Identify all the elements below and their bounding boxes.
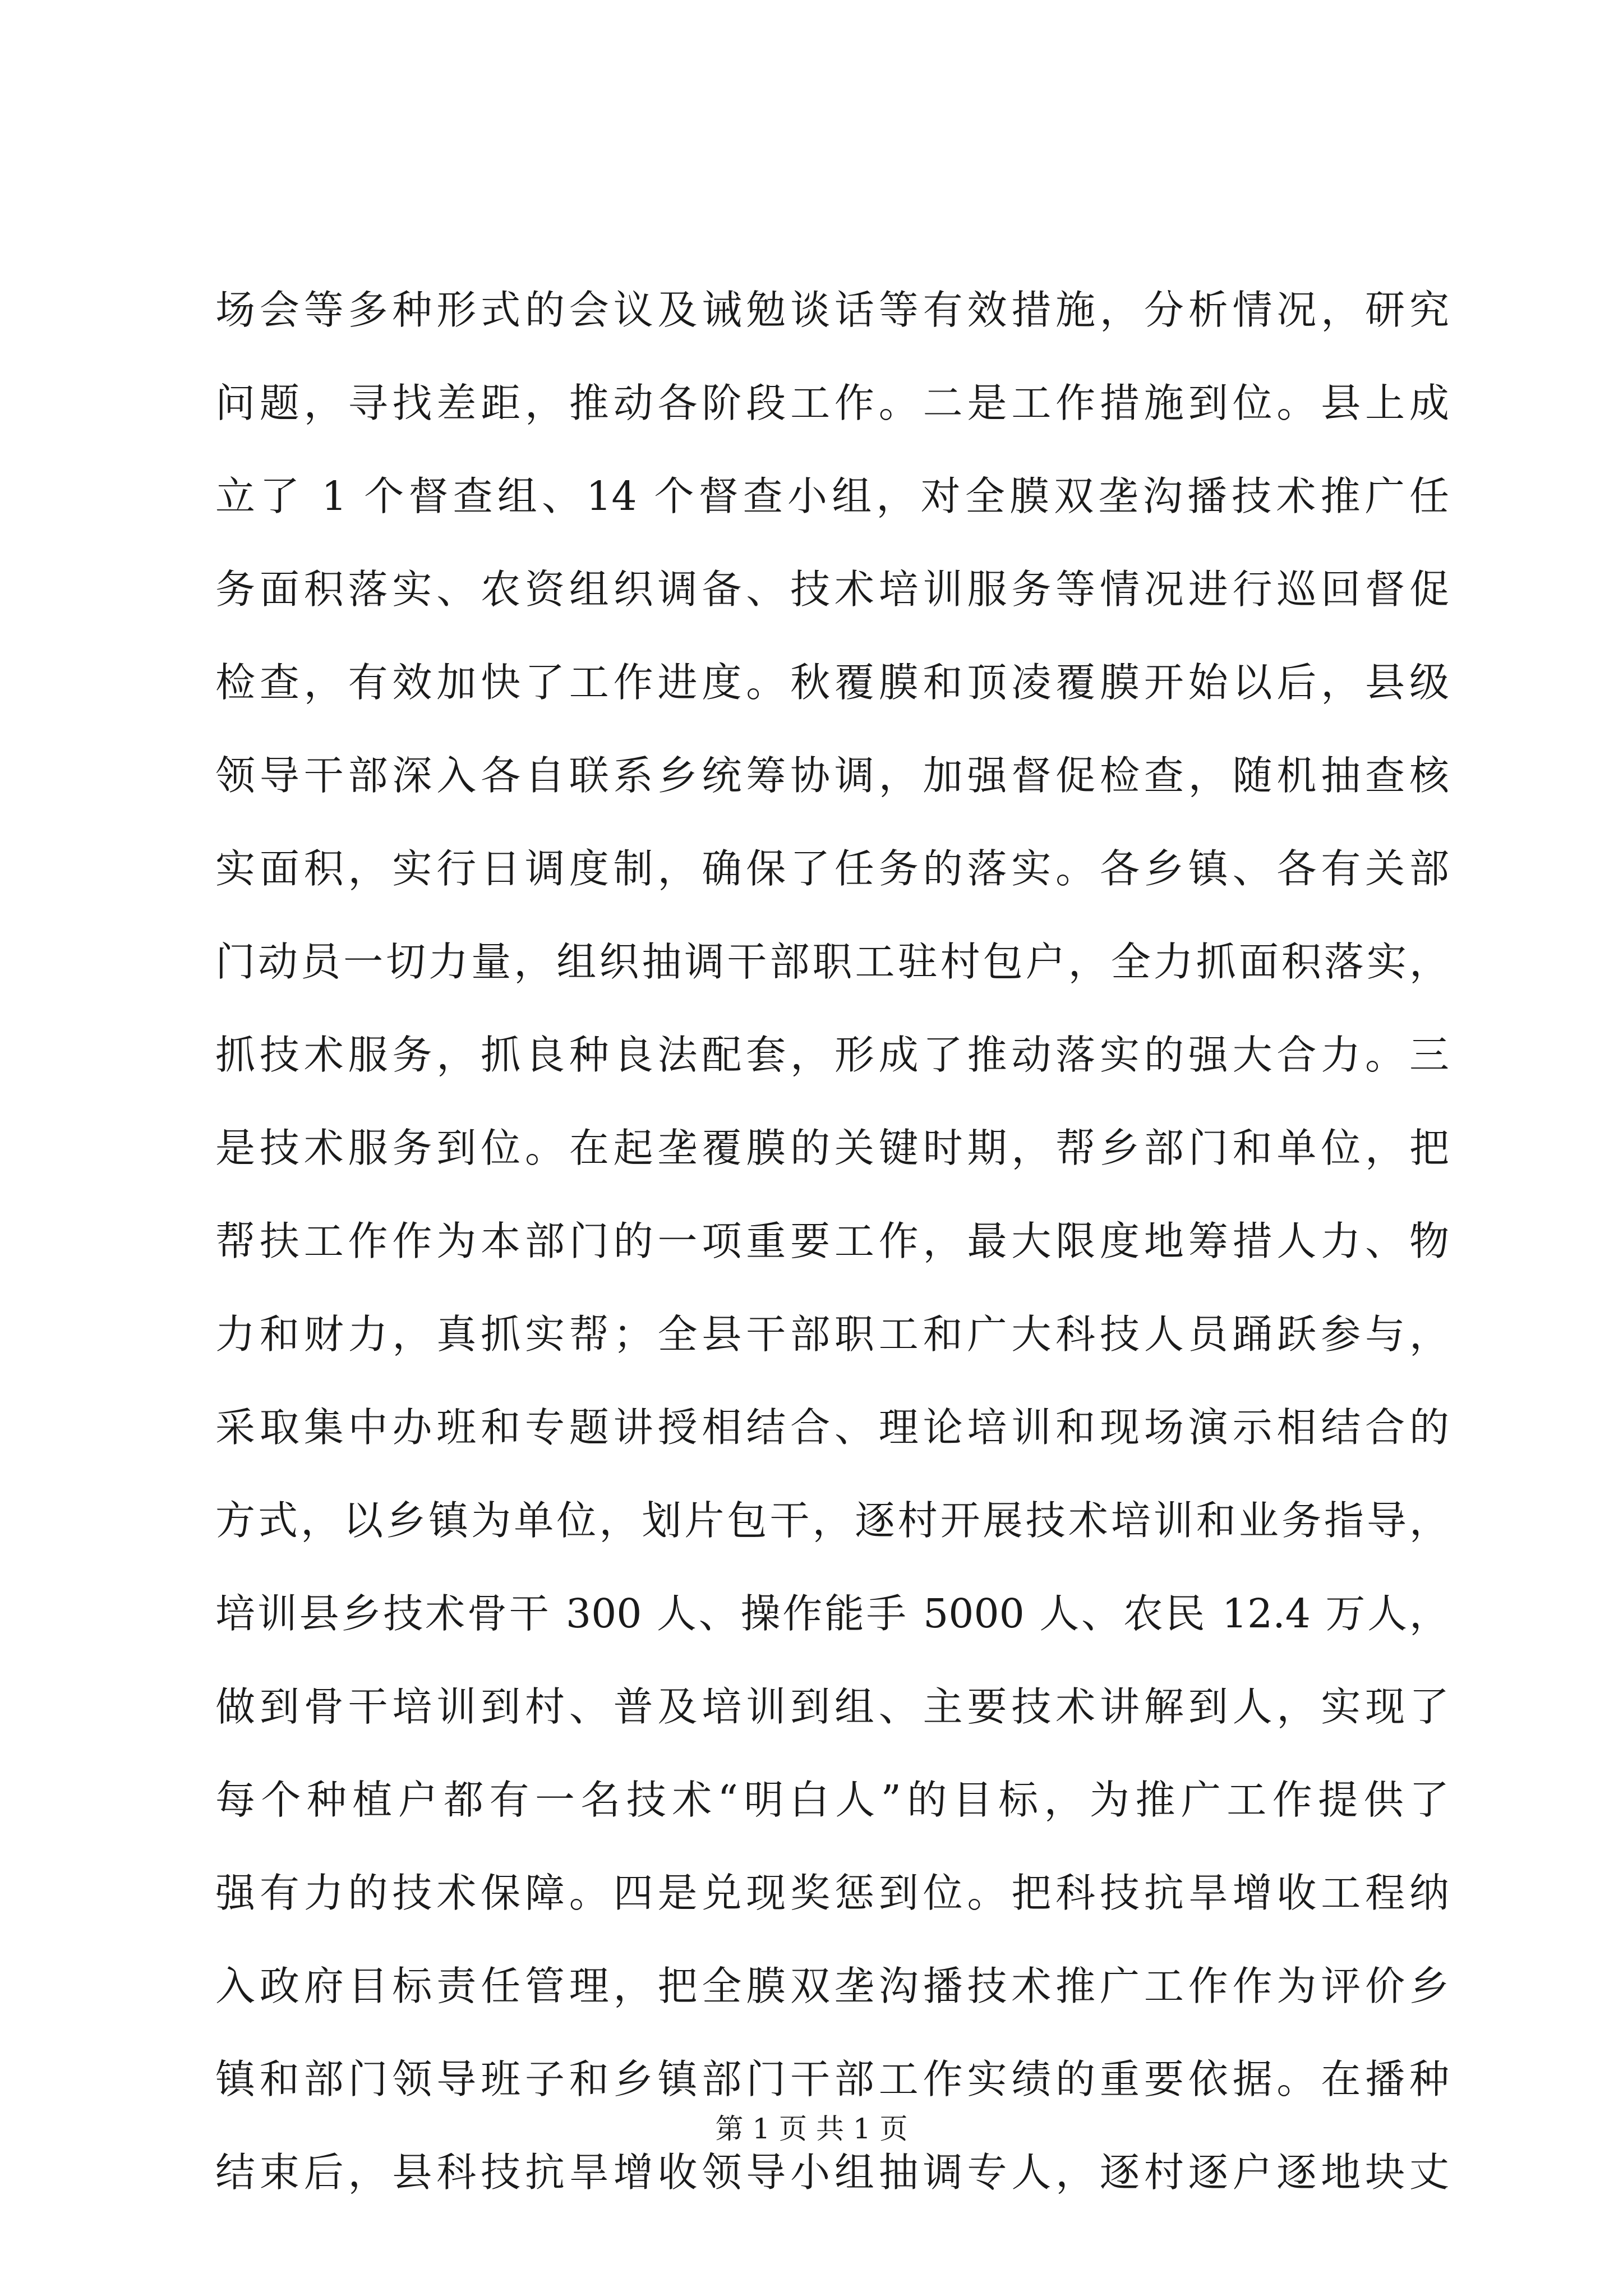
text-line: 门动员一切力量，组织抽调干部职工驻村包户，全力抓面积落实， xyxy=(215,938,1449,985)
text-line: 入政府目标责任管理，把全膜双垄沟播技术推广工作作为评价乡 xyxy=(215,1963,1449,2009)
body-text xyxy=(215,264,1449,2219)
text-line: 采取集中办班和专题讲授相结合、理论培训和现场演示相结合的 xyxy=(215,1404,1449,1451)
text-line: 实面积，实行日调度制，确保了任务的落实。各乡镇、各有关部 xyxy=(215,845,1449,892)
text-line: 强有力的技术保障。四是兑现奖惩到位。把科技抗旱增收工程纳 xyxy=(215,1870,1449,1916)
text-line: 方式，以乡镇为单位，划片包干，逐村开展技术培训和业务指导， xyxy=(215,1497,1449,1544)
text-line: 抓技术服务，抓良种良法配套，形成了推动落实的强大合力。三 xyxy=(215,1032,1449,1078)
text-line: 检查，有效加快了工作进度。秋覆膜和顶凌覆膜开始以后，县级 xyxy=(215,659,1449,706)
text-line: 做到骨干培训到村、普及培训到组、主要技术讲解到人，实现了 xyxy=(215,1683,1449,1730)
text-line: 场会等多种形式的会议及诫勉谈话等有效措施，分析情况，研究 xyxy=(215,287,1449,333)
text-line: 培训县乡技术骨干 300 人、操作能手 5000 人、农民 12.4 万人， xyxy=(215,1590,1449,1637)
text-line: 领导干部深入各自联系乡统筹协调，加强督促检查，随机抽查核 xyxy=(215,752,1449,799)
text-line: 力和财力，真抓实帮；全县干部职工和广大科技人员踊跃参与， xyxy=(215,1311,1449,1358)
text-line: 是技术服务到位。在起垄覆膜的关键时期，帮乡部门和单位，把 xyxy=(215,1125,1449,1171)
page-footer: 第 1 页 共 1 页 xyxy=(715,2113,908,2145)
text-line: 务面积落实、农资组织调备、技术培训服务等情况进行巡回督促 xyxy=(215,566,1449,613)
text-line: 结束后，县科技抗旱增收领导小组抽调专人，逐村逐户逐地块丈 xyxy=(215,2149,1449,2196)
text-line: 立了 1 个督查组、14 个督查小组，对全膜双垄沟播技术推广任 xyxy=(215,473,1449,519)
text-line: 镇和部门领导班子和乡镇部门干部工作实绩的重要依据。在播种 xyxy=(215,2056,1449,2102)
text-line: 每个种植户都有一名技术“明白人”的目标，为推广工作提供了 xyxy=(215,1777,1449,1823)
text-line: 帮扶工作作为本部门的一项重要工作，最大限度地筹措人力、物 xyxy=(215,1218,1449,1264)
text-line: 问题，寻找差距，推动各阶段工作。二是工作措施到位。县上成 xyxy=(215,380,1449,426)
